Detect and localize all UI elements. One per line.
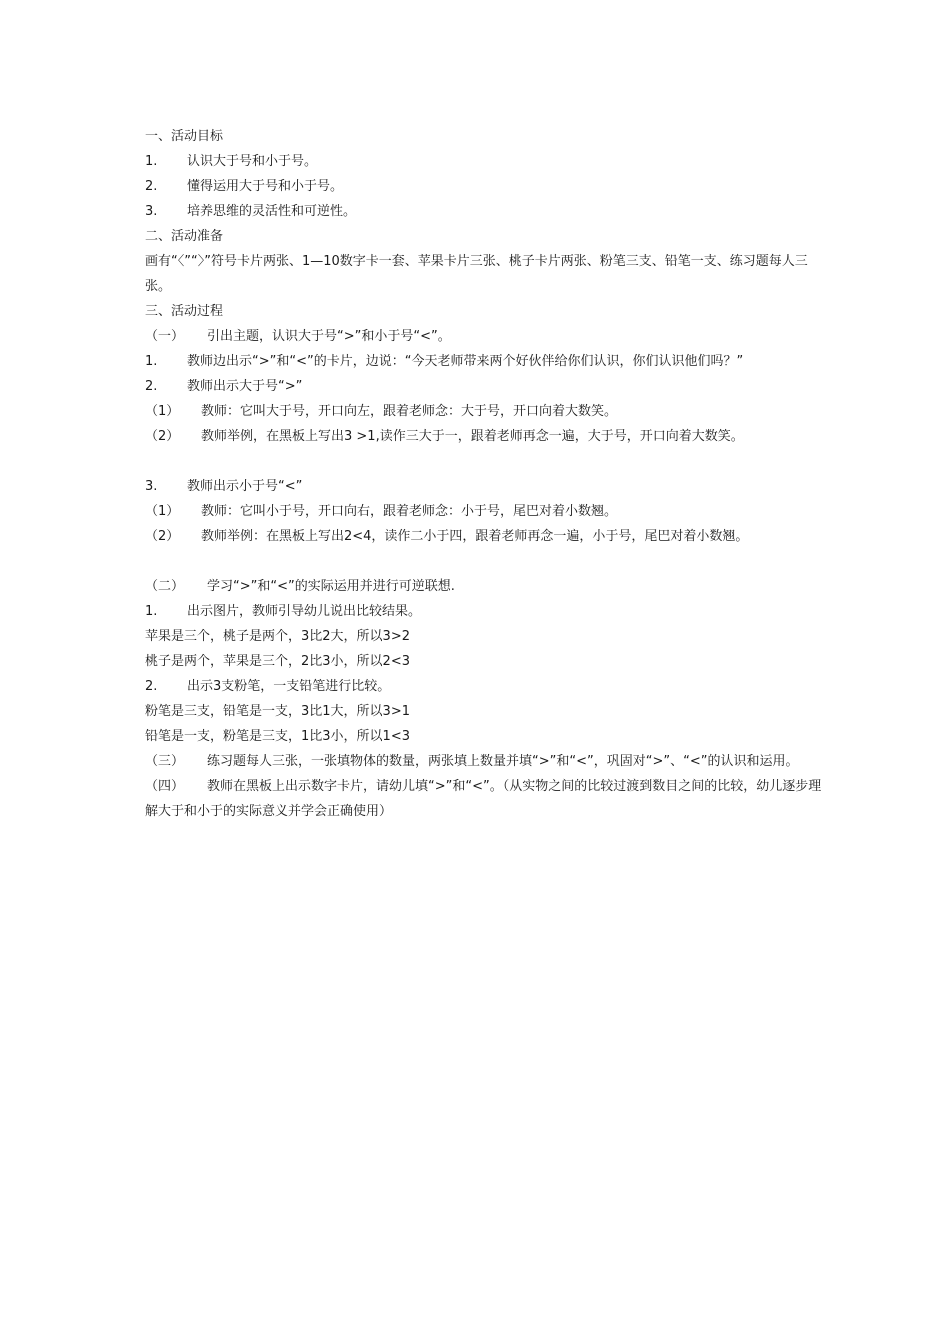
- substep-number: （1）: [145, 504, 180, 519]
- goal-number: 2.: [145, 179, 158, 194]
- step-item: [145, 349, 825, 374]
- part-number: （四）: [145, 779, 185, 794]
- part-one-heading: [145, 324, 825, 349]
- comparison-line: 苹果是三个，桃子是两个，3比2大，所以3>2: [145, 629, 410, 644]
- goal-number: 1.: [145, 154, 158, 169]
- step-number: 2.: [145, 379, 158, 394]
- step-number: 2.: [145, 679, 158, 694]
- goal-text: 认识大于号和小于号。: [187, 154, 318, 169]
- part-number: （一）: [145, 329, 185, 344]
- blank-line: [145, 549, 825, 574]
- goal-number: 3.: [145, 204, 158, 219]
- step-item: [145, 674, 825, 699]
- blank-line: [145, 449, 825, 474]
- heading-preparation: 二、活动准备: [145, 229, 224, 244]
- step-number: 1.: [145, 354, 158, 369]
- substep-number: （2）: [145, 529, 180, 544]
- step-text: 出示图片，教师引导幼儿说出比较结果。: [187, 604, 422, 619]
- part-four: [145, 774, 825, 824]
- goal-item: [145, 149, 825, 174]
- comparison-line: 粉笔是三支，铅笔是一支，3比1大，所以3>1: [145, 704, 410, 719]
- part-text: 练习题每人三张，一张填物体的数量，两张填上数量并填“>”和“<”，巩固对“>”、“<”的认识和运用。: [207, 754, 799, 769]
- heading-process: 三、活动过程: [145, 304, 224, 319]
- substep-text: 教师举例，在黑板上写出3 >1,读作三大于一，跟着老师再念一遍，大于号，开口向着大数笑。: [201, 429, 744, 444]
- goal-text: 培养思维的灵活性和可逆性。: [187, 204, 357, 219]
- step-number: 3.: [145, 479, 158, 494]
- substep-item: [145, 399, 825, 424]
- step-text: 教师出示大于号“>”: [187, 379, 303, 394]
- part-text: 教师在黑板上出示数字卡片，请幼儿填“>”和“<”。（从实物之间的比较过渡到数目之间的比较，幼儿逐步理解大于和小于的实际意义并学会正确使用）: [145, 779, 822, 819]
- substep-item: [145, 524, 825, 549]
- substep-item: [145, 499, 825, 524]
- substep-text: 教师举例：在黑板上写出2<4，读作二小于四，跟着老师再念一遍，小于号，尾巴对着小数翘。: [201, 529, 749, 544]
- preparation-text: 画有“〈”“〉”符号卡片两张、1—10数字卡一套、苹果卡片三张、桃子卡片两张、粉笔三支、铅笔一支、练习题每人三张。: [145, 254, 808, 294]
- substep-number: （1）: [145, 404, 180, 419]
- substep-text: 教师：它叫大于号，开口向左，跟着老师念：大于号，开口向着大数笑。: [201, 404, 618, 419]
- part-text: 引出主题，认识大于号“>”和小于号“<”。: [207, 329, 451, 344]
- part-three: [145, 749, 825, 774]
- step-number: 1.: [145, 604, 158, 619]
- step-item: [145, 599, 825, 624]
- step-text: 出示3支粉笔，一支铅笔进行比较。: [187, 679, 391, 694]
- part-number: （三）: [145, 754, 185, 769]
- part-two-heading: [145, 574, 825, 599]
- document-body: [145, 124, 825, 824]
- comparison-line: 桃子是两个，苹果是三个，2比3小，所以2<3: [145, 654, 410, 669]
- part-text: 学习“>”和“<”的实际运用并进行可逆联想.: [207, 579, 455, 594]
- part-number: （二）: [145, 579, 185, 594]
- substep-item: [145, 424, 825, 449]
- goal-item: [145, 174, 825, 199]
- step-item: [145, 374, 825, 399]
- comparison-line: 铅笔是一支，粉笔是三支，1比3小，所以1<3: [145, 729, 410, 744]
- step-item: [145, 474, 825, 499]
- heading-goals: 一、活动目标: [145, 129, 224, 144]
- goal-text: 懂得运用大于号和小于号。: [187, 179, 344, 194]
- step-text: 教师出示小于号“<”: [187, 479, 303, 494]
- goal-item: [145, 199, 825, 224]
- substep-text: 教师：它叫小于号，开口向右，跟着老师念：小于号，尾巴对着小数翘。: [201, 504, 618, 519]
- step-text: 教师边出示“>”和“<”的卡片，边说：“今天老师带来两个好伙伴给你们认识，你们认识他们吗？”: [187, 354, 744, 369]
- substep-number: （2）: [145, 429, 180, 444]
